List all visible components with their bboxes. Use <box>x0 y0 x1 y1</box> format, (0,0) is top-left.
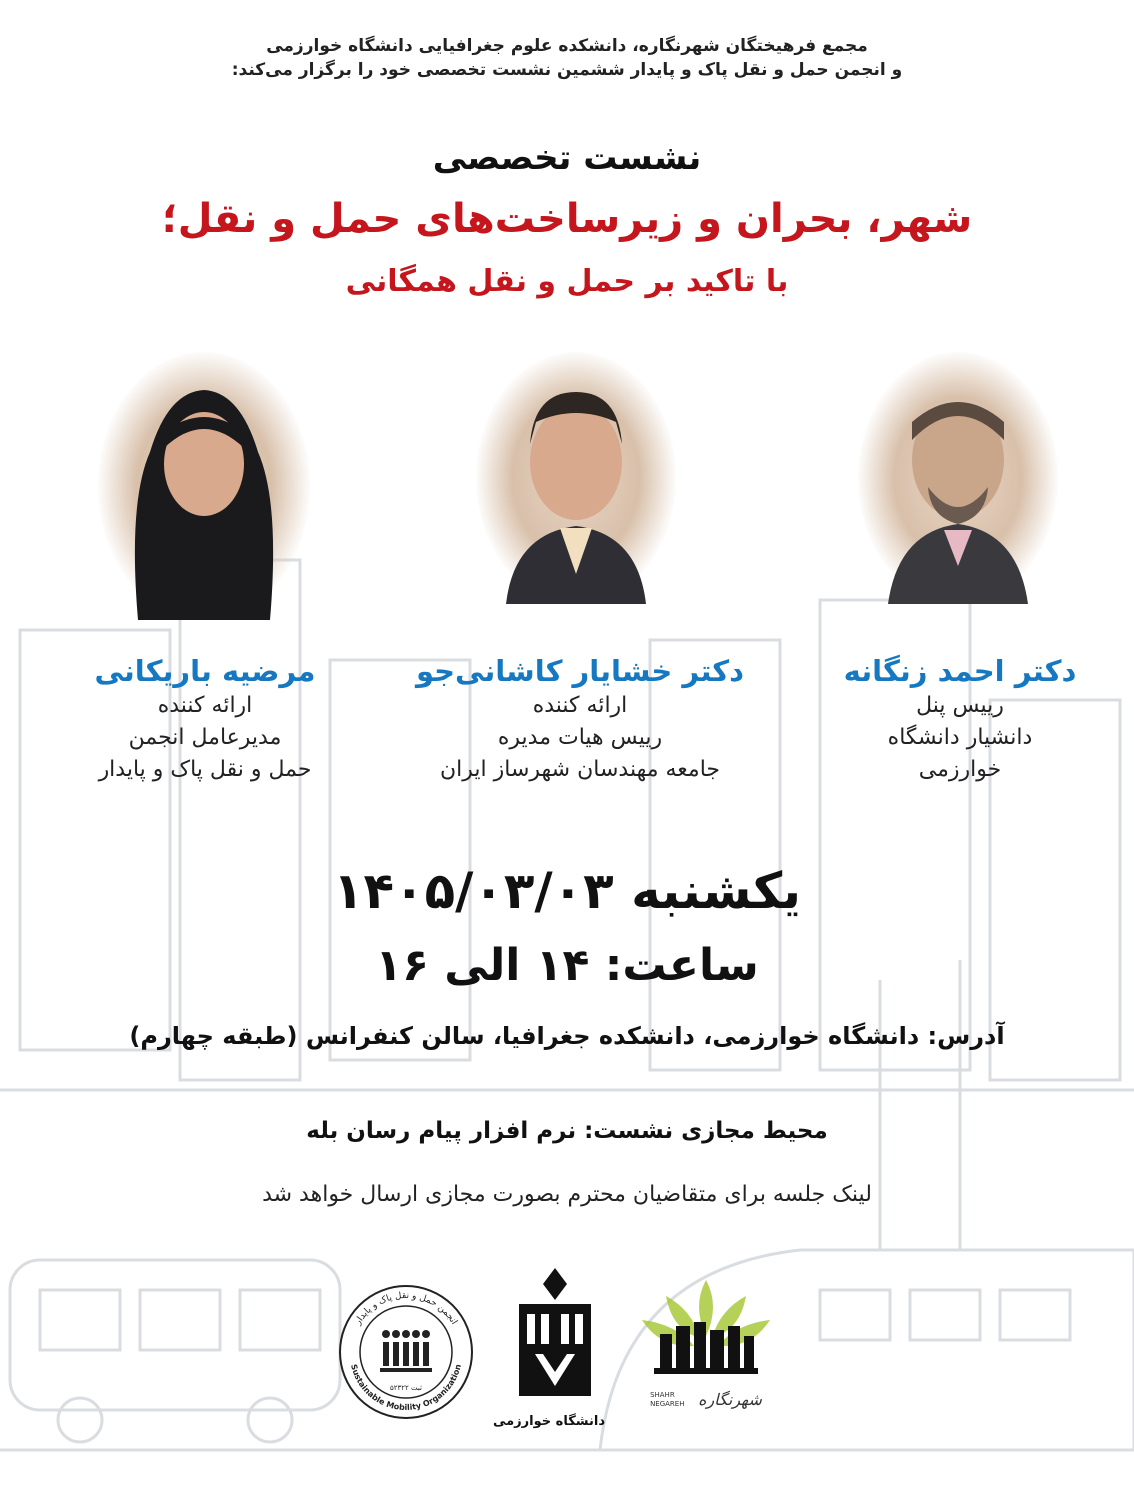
lotus-city-icon <box>636 1276 776 1386</box>
seal-ring-text: انجمن حمل و نقل پاک و پایدار <box>353 1290 459 1327</box>
university-label: دانشگاه خوارزمی <box>492 1414 605 1429</box>
shahr-negareh-en: SHAHR NEGAREH <box>650 1390 685 1408</box>
kharazmi-emblem-icon <box>505 1266 605 1406</box>
seal-english-text: Sustainable Mobility Organization <box>349 1363 463 1413</box>
event-address: آدرس: دانشگاه خوارزمی، دانشکده جغرافیا، سالن کنفرانس (طبقه چهارم) <box>129 1022 1005 1050</box>
event-time: ساعت: ۱۴ الی ۱۶ <box>375 940 759 991</box>
event-kicker: نشست تخصصی <box>432 138 702 178</box>
portrait-placeholder-icon <box>98 352 310 620</box>
speaker-role: ارائه کننده <box>157 693 253 718</box>
speaker-name: مرضیه باریکانی <box>94 654 316 688</box>
kharazmi-university-logo <box>492 1266 605 1436</box>
speaker-kashanijoo <box>400 652 760 786</box>
speaker-title: مدیرعامل انجمن <box>128 725 282 750</box>
speaker-photo-kashanijoo <box>476 352 676 604</box>
intro-line-1: مجمع فرهیختگان شهرنگاره، دانشکده علوم جغرافیایی دانشگاه خوارزمی <box>266 36 868 56</box>
seal-reg-text: ثبت ۵۲۳۲۲ <box>390 1384 422 1392</box>
speaker-role: ارائه کننده <box>532 693 628 718</box>
speaker-name: دکتر احمد زنگانه <box>843 654 1077 688</box>
speaker-zanganeh <box>820 652 1100 786</box>
speaker-name: دکتر خشایار کاشانی‌جو <box>415 654 745 688</box>
intro-line-2: و انجمن حمل و نقل پاک و پایدار ششمین نشست تخصصی خود را برگزار می‌کند: <box>231 60 903 80</box>
shahr-negareh-wordmark <box>636 1390 776 1409</box>
speaker-title: دانشیار دانشگاه <box>887 725 1033 750</box>
speaker-affiliation: جامعه مهندسان شهرساز ایران <box>440 757 720 782</box>
speaker-barikani <box>40 652 370 786</box>
event-date: یکشنبه ۱۴۰۵/۰۳/۰۳ <box>333 862 801 920</box>
portrait-placeholder-icon <box>858 352 1058 604</box>
intro-text <box>0 34 1134 82</box>
speaker-photo-barikani <box>98 352 310 620</box>
event-subtitle: با تاکید بر حمل و نقل همگانی <box>345 264 789 299</box>
shahr-negareh-fa: شهرنگاره <box>698 1390 762 1409</box>
speaker-role: رییس پنل <box>916 693 1004 718</box>
online-platform: محیط مجازی نشست: نرم افزار پیام رسان بله <box>306 1118 828 1144</box>
speaker-affiliation: حمل و نقل پاک و پایدار <box>98 757 312 782</box>
sustainable-mobility-seal-logo <box>336 1282 476 1422</box>
speaker-affiliation: خوارزمی <box>918 757 1002 782</box>
link-note: لینک جلسه برای متقاضیان محترم بصورت مجازی ارسال خواهد شد <box>262 1182 872 1207</box>
speaker-photo-zanganeh <box>858 352 1058 604</box>
speaker-title: رییس هیات مدیره <box>497 725 663 750</box>
shahr-negareh-logo <box>636 1276 776 1426</box>
event-title: شهر، بحران و زیرساخت‌های حمل و نقل؛ <box>161 196 973 242</box>
portrait-placeholder-icon <box>476 352 676 604</box>
